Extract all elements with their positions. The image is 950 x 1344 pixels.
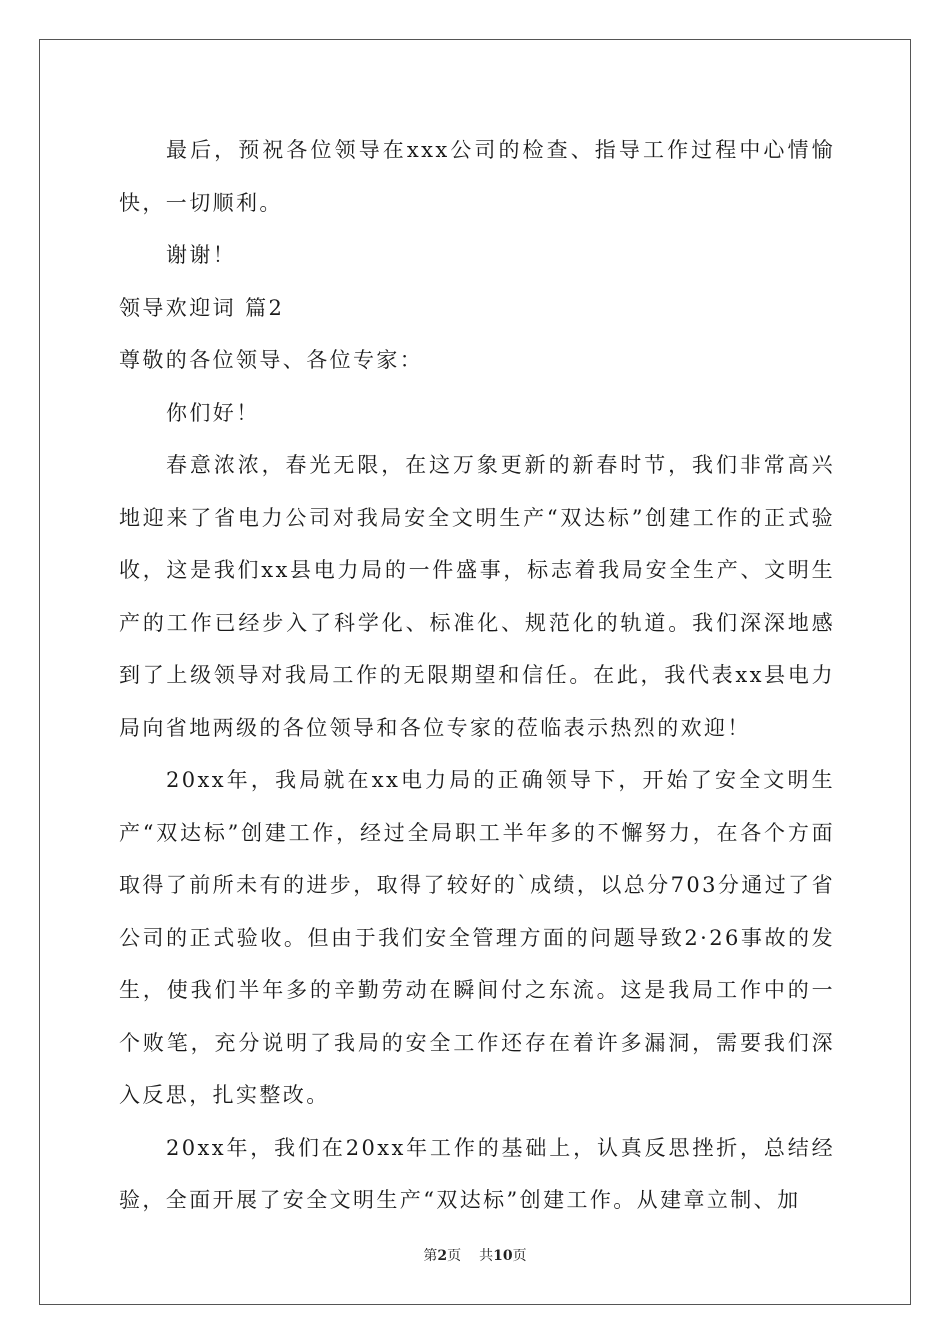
page-number: 2 [437,1248,448,1264]
section-heading: 领导欢迎词 篇2 [119,295,285,320]
page-prefix: 第 [423,1248,438,1264]
page-suffix: 页 [447,1248,462,1264]
paragraph-thanks: 谢谢！ [166,243,237,267]
page-footer [0,1245,950,1265]
paragraph-work-progress: 20xx年，我们在20xx年工作的基础上，认真反思挫折，总结经验，全面开展了安全文明生产“双达标”创建工作。从建章立制、加 [119,1135,835,1212]
greeting: 你们好！ [166,400,260,425]
salutation: 尊敬的各位领导、各位专家： [119,348,424,372]
document-body [119,124,835,1227]
paragraph-closing-wish: 最后，预祝各位领导在xxx公司的检查、指导工作过程中心情愉快，一切顺利。 [119,138,835,215]
total-prefix: 共 [479,1248,494,1264]
paragraph-spring-welcome: 春意浓浓，春光无限，在这万象更新的新春时节，我们非常高兴地迎来了省电力公司对我局安全文明生产“双达标”创建工作的正式验收，这是我们xx县电力局的一件盛事，标志着我局安全生产、文明生产的工作已经步入了科学化、标准化、规范化的轨道。我们深深地感到了上级领导对我局工作的无限期望和信任。在此，我代表xx县电力局向省地两级的各位领导和各位专家的莅临表示热烈的欢迎！ [119,453,835,740]
paragraph-work-review: 20xx年，我局就在xx电力局的正确领导下，开始了安全文明生产“双达标”创建工作，经过全局职工半年多的不懈努力，在各个方面取得了前所未有的进步，取得了较好的`成绩，以总分703分通过了省公司的正式验收。但由于我们安全管理方面的问题导致2·26事故的发生，使我们半年多的辛勤劳动在瞬间付之东流。这是我局工作中的一个败笔，充分说明了我局的安全工作还存在着许多漏洞，需要我们深入反思，扎实整改。 [119,768,835,1107]
total-suffix: 页 [512,1248,527,1264]
total-pages: 10 [493,1248,513,1264]
